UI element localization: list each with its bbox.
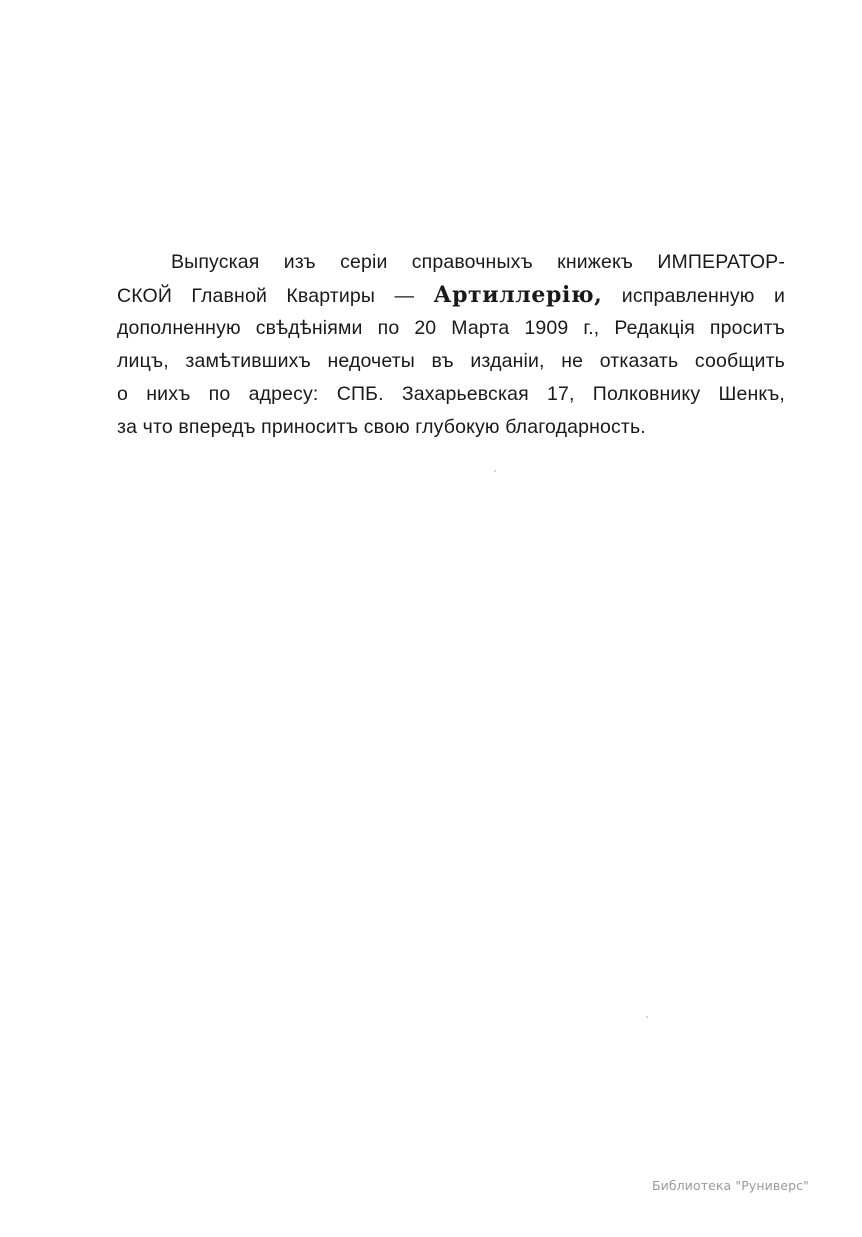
notice-line-2-start: СКОЙ Главной Квартиры —	[117, 285, 434, 307]
artillery-title-emphasis: Артиллерію,	[433, 282, 603, 308]
notice-line-4: лицъ, замѣтившихъ недочеты въ изданіи, не отказать сообщить	[117, 350, 785, 372]
editorial-notice-paragraph	[117, 246, 785, 444]
notice-line-2	[117, 279, 785, 312]
library-watermark: Библиотека "Руниверс"	[651, 1178, 809, 1193]
paper-speck	[646, 1016, 648, 1018]
paper-speck	[494, 470, 496, 472]
notice-line-5: о нихъ по адресу: СПБ. Захарьевская 17, Полковнику Шенкъ,	[117, 383, 785, 405]
notice-line-2-end: исправленную и	[602, 285, 785, 307]
notice-line-6: за что впередъ приноситъ свою глубокую благодарность.	[117, 416, 646, 438]
notice-line-3: дополненную свѣдѣніями по 20 Марта 1909 г., Редакція проситъ	[117, 317, 785, 339]
notice-line-1: Выпуская изъ серіи справочныхъ книжекъ ИМПЕРАТОР-	[171, 251, 785, 273]
